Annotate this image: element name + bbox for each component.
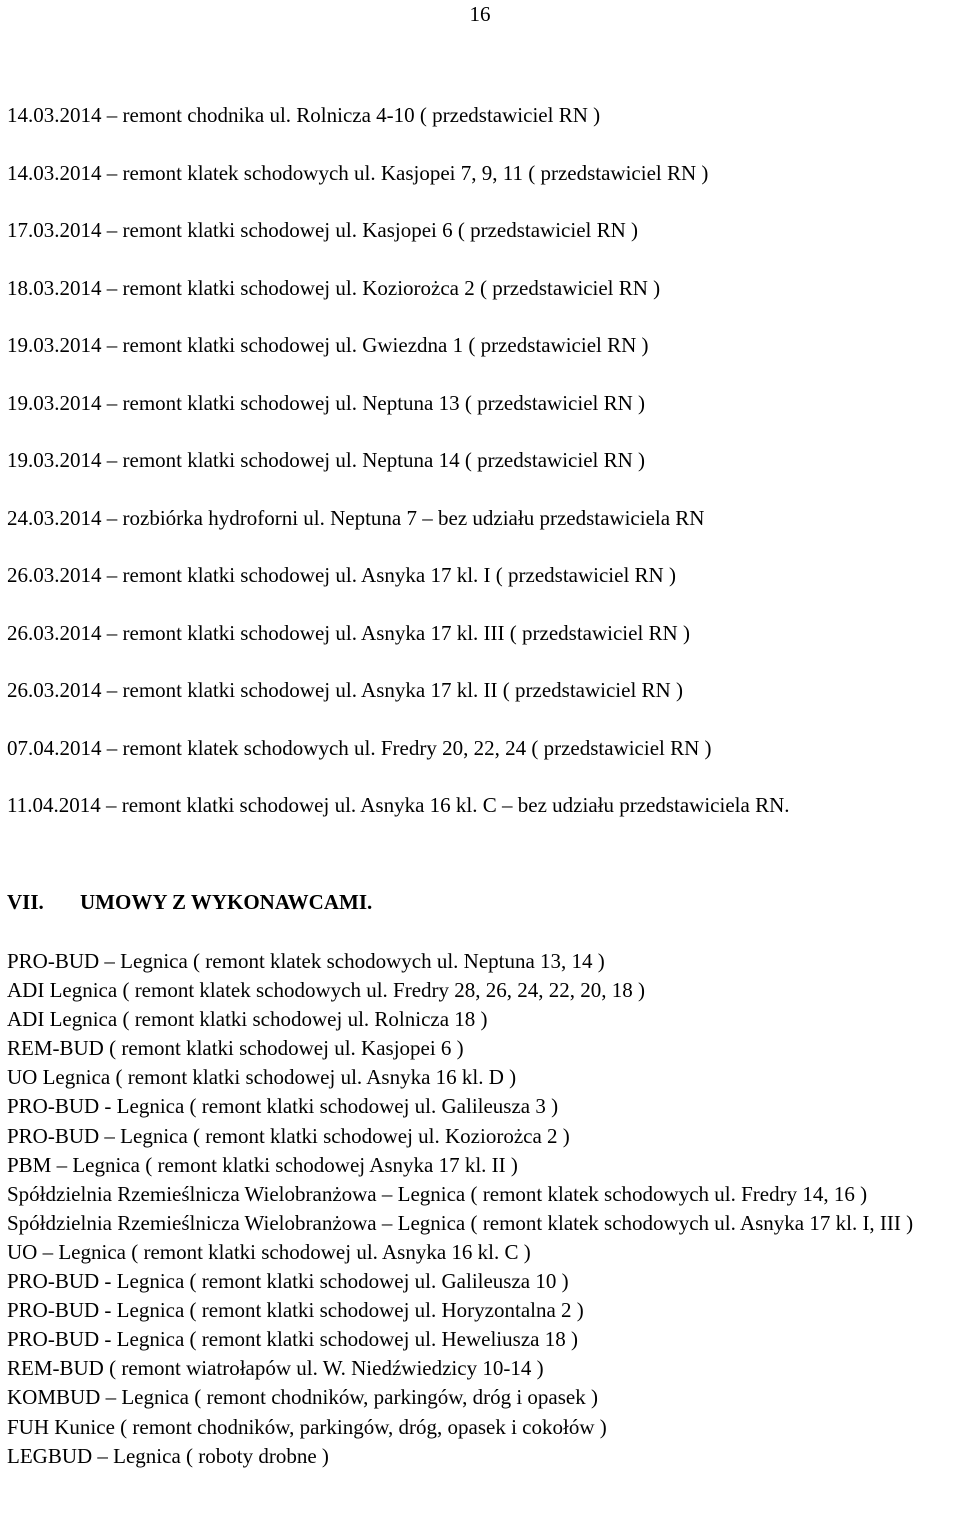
contract-item: ADI Legnica ( remont klatek schodowych ul. Fredry 28, 26, 24, 22, 20, 18 ) — [7, 978, 646, 1003]
contract-item: ADI Legnica ( remont klatki schodowej ul. Rolnicza 18 ) — [7, 1007, 488, 1032]
inspection-item: 26.03.2014 – remont klatki schodowej ul. Asnyka 17 kl. I ( przedstawiciel RN ) — [7, 563, 676, 587]
contract-item: KOMBUD – Legnica ( remont chodników, parkingów, dróg i opasek ) — [7, 1385, 598, 1410]
inspection-item: 26.03.2014 – remont klatki schodowej ul. Asnyka 17 kl. III ( przedstawiciel RN ) — [7, 620, 690, 645]
contract-item: LEGBUD – Legnica ( roboty drobne ) — [7, 1443, 329, 1468]
inspection-item: 19.03.2014 – remont klatki schodowej ul. Gwiezdna 1 ( przedstawiciel RN ) — [7, 333, 649, 357]
inspection-item: 11.04.2014 – remont klatki schodowej ul. Asnyka 16 kl. C – bez udziału przedstawiciela RN. — [7, 793, 790, 817]
contract-item: REM-BUD ( remont wiatrołapów ul. W. Niedźwiedzicy 10-14 ) — [7, 1356, 544, 1381]
section-heading — [7, 890, 372, 915]
page-number: 16 — [469, 2, 491, 26]
contract-item: UO – Legnica ( remont klatki schodowej ul. Asnyka 16 kl. C ) — [7, 1239, 531, 1264]
contract-item: PRO-BUD - Legnica ( remont klatki schodowej ul. Galileusza 10 ) — [7, 1269, 569, 1294]
inspection-item: 14.03.2014 – remont chodnika ul. Rolnicza 4-10 ( przedstawiciel RN ) — [7, 103, 601, 127]
section-number: VII. — [7, 890, 44, 914]
section-title: UMOWY Z WYKONAWCAMI. — [80, 890, 373, 914]
inspection-item: 07.04.2014 – remont klatek schodowych ul. Fredry 20, 22, 24 ( przedstawiciel RN ) — [7, 735, 712, 760]
contract-item: FUH Kunice ( remont chodników, parkingów, dróg, opasek i cokołów ) — [7, 1414, 607, 1439]
contract-item: PBM – Legnica ( remont klatki schodowej Asnyka 17 kl. II ) — [7, 1152, 518, 1177]
inspection-item: 14.03.2014 – remont klatek schodowych ul. Kasjopei 7, 9, 11 ( przedstawiciel RN ) — [7, 160, 709, 185]
inspection-item: 19.03.2014 – remont klatki schodowej ul. Neptuna 13 ( przedstawiciel RN ) — [7, 390, 646, 415]
contract-item: PRO-BUD – Legnica ( remont klatki schodowej ul. Koziorożca 2 ) — [7, 1123, 570, 1148]
inspection-list — [7, 103, 957, 851]
inspection-item: 18.03.2014 – remont klatki schodowej ul. Koziorożca 2 ( przedstawiciel RN ) — [7, 275, 661, 300]
contract-item: PRO-BUD - Legnica ( remont klatki schodowej ul. Galileusza 3 ) — [7, 1094, 559, 1119]
contract-item: PRO-BUD - Legnica ( remont klatki schodowej ul. Heweliusza 18 ) — [7, 1327, 578, 1352]
inspection-item: 17.03.2014 – remont klatki schodowej ul. Kasjopei 6 ( przedstawiciel RN ) — [7, 218, 639, 242]
contract-item: Spółdzielnia Rzemieślnicza Wielobranżowa – Legnica ( remont klatek schodowych ul. Fredry 14, 16 ) — [7, 1181, 868, 1206]
contract-item: REM-BUD ( remont klatki schodowej ul. Kasjopei 6 ) — [7, 1036, 464, 1061]
inspection-item: 24.03.2014 – rozbiórka hydroforni ul. Neptuna 7 – bez udziału przedstawiciela RN — [7, 505, 705, 530]
contract-item: PRO-BUD – Legnica ( remont klatek schodowych ul. Neptuna 13, 14 ) — [7, 949, 605, 973]
contract-list — [7, 947, 960, 1471]
contract-item: PRO-BUD - Legnica ( remont klatki schodowej ul. Horyzontalna 2 ) — [7, 1298, 584, 1323]
inspection-item: 19.03.2014 – remont klatki schodowej ul. Neptuna 14 ( przedstawiciel RN ) — [7, 448, 646, 472]
inspection-item: 26.03.2014 – remont klatki schodowej ul. Asnyka 17 kl. II ( przedstawiciel RN ) — [7, 678, 683, 702]
contract-item: Spółdzielnia Rzemieślnicza Wielobranżowa – Legnica ( remont klatek schodowych ul. Asnyka 17 kl. I, III ) — [7, 1210, 914, 1235]
contract-item: UO Legnica ( remont klatki schodowej ul. Asnyka 16 kl. D ) — [7, 1065, 517, 1090]
